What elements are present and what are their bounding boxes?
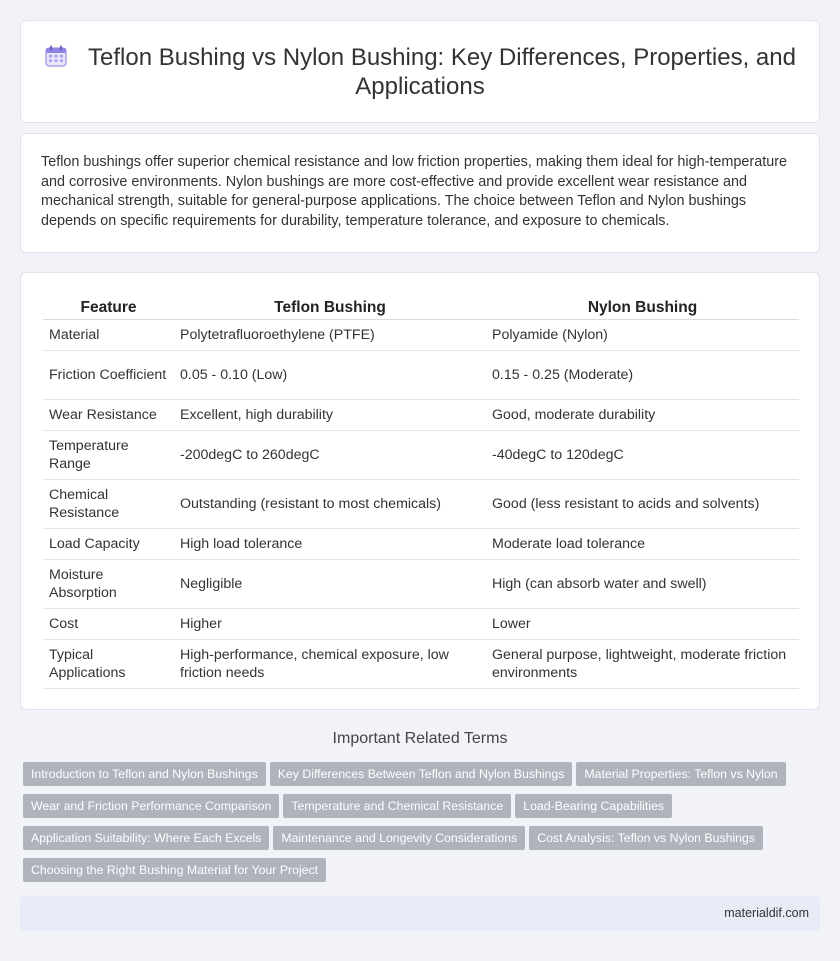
related-term-tag[interactable]: Choosing the Right Bushing Material for Your Project [23, 858, 326, 882]
header-teflon: Teflon Bushing [174, 295, 486, 319]
feature-cell: Temperature Range [43, 430, 174, 479]
intro-paragraph: Teflon bushings offer superior chemical resistance and low friction properties, making them ideal for high-temperature and corrosive environments. Nylon bushings are more cost-effective and provide excellent wear resistance and mechanical strength, suitable for general-purpose applications. The choice between Teflon and Nylon bushings depends on specific requirements for durability, temperature tolerance, and exposure to chemicals. [41, 154, 788, 229]
teflon-cell: High-performance, chemical exposure, low friction needs [174, 639, 486, 688]
related-terms-heading: Important Related Terms [332, 730, 508, 747]
nylon-cell: Good (less resistant to acids and solvents) [486, 479, 799, 528]
teflon-cell: Polytetrafluoroethylene (PTFE) [174, 319, 486, 350]
related-term-tag[interactable]: Application Suitability: Where Each Excels [23, 826, 269, 850]
related-term-tag[interactable]: Temperature and Chemical Resistance [283, 794, 511, 818]
table-row [43, 319, 799, 350]
table-row [43, 639, 799, 688]
related-term-tag[interactable]: Introduction to Teflon and Nylon Bushings [23, 762, 266, 786]
table-row [43, 608, 799, 639]
related-term-tag[interactable]: Load-Bearing Capabilities [515, 794, 672, 818]
related-term-tag[interactable]: Wear and Friction Performance Comparison [23, 794, 279, 818]
feature-cell: Friction Coefficient [43, 350, 174, 399]
feature-cell: Typical Applications [43, 639, 174, 688]
related-term-tag[interactable]: Maintenance and Longevity Considerations [273, 826, 525, 850]
nylon-cell: -40degC to 120degC [486, 430, 799, 479]
teflon-cell: -200degC to 260degC [174, 430, 486, 479]
teflon-cell: Excellent, high durability [174, 399, 486, 430]
nylon-cell: Polyamide (Nylon) [486, 319, 799, 350]
nylon-cell: High (can absorb water and swell) [486, 559, 799, 608]
feature-cell: Chemical Resistance [43, 479, 174, 528]
page-title: Teflon Bushing vs Nylon Bushing: Key Differences, Properties, and Applications [88, 44, 796, 100]
teflon-cell: Negligible [174, 559, 486, 608]
header-feature: Feature [43, 295, 174, 319]
related-term-tag[interactable]: Cost Analysis: Teflon vs Nylon Bushings [529, 826, 763, 850]
feature-cell: Material [43, 319, 174, 350]
teflon-cell: Higher [174, 608, 486, 639]
nylon-cell: Good, moderate durability [486, 399, 799, 430]
intro-card [20, 133, 820, 253]
calendar-icon [44, 44, 68, 68]
nylon-cell: General purpose, lightweight, moderate friction environments [486, 639, 799, 688]
page-title-wrap [21, 43, 819, 101]
table-row [43, 479, 799, 528]
table-header-row [43, 295, 799, 319]
nylon-cell: Lower [486, 608, 799, 639]
table-row [43, 399, 799, 430]
teflon-cell: Outstanding (resistant to most chemicals) [174, 479, 486, 528]
comparison-table [43, 295, 799, 689]
feature-cell: Cost [43, 608, 174, 639]
table-row [43, 559, 799, 608]
table-row [43, 528, 799, 559]
feature-cell: Wear Resistance [43, 399, 174, 430]
teflon-cell: High load tolerance [174, 528, 486, 559]
footer [20, 896, 820, 931]
header-card [20, 20, 820, 123]
feature-cell: Moisture Absorption [43, 559, 174, 608]
related-term-tag[interactable]: Key Differences Between Teflon and Nylon Bushings [270, 762, 573, 786]
table-row [43, 350, 799, 399]
related-terms-list [23, 762, 813, 890]
comparison-card [20, 272, 820, 710]
footer-site-link[interactable]: materialdif.com [724, 906, 809, 920]
table-row [43, 430, 799, 479]
nylon-cell: Moderate load tolerance [486, 528, 799, 559]
header-nylon: Nylon Bushing [486, 295, 799, 319]
feature-cell: Load Capacity [43, 528, 174, 559]
teflon-cell: 0.05 - 0.10 (Low) [174, 350, 486, 399]
nylon-cell: 0.15 - 0.25 (Moderate) [486, 350, 799, 399]
related-term-tag[interactable]: Material Properties: Teflon vs Nylon [576, 762, 785, 786]
